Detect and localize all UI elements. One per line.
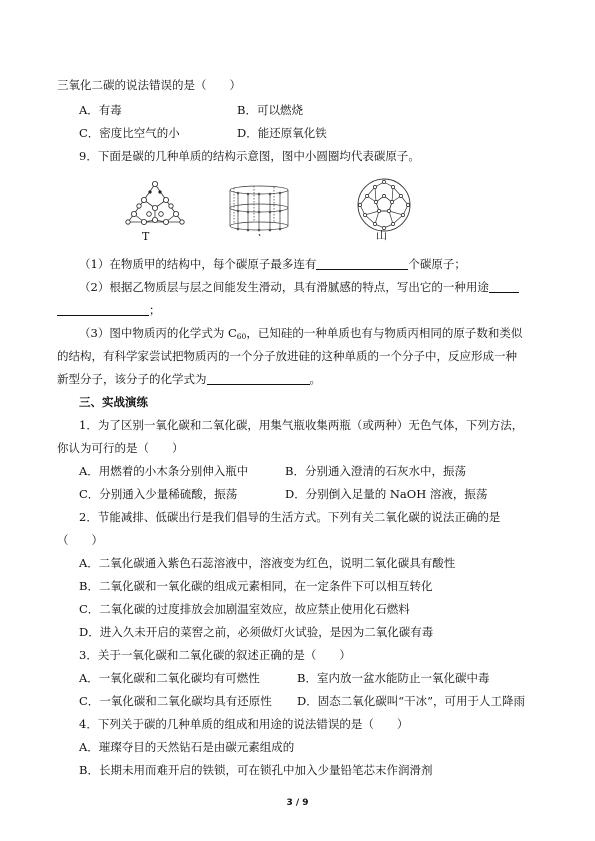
q9-part3 xyxy=(79,326,522,344)
sq3-stem: 3．关于一氧化碳和二氧化碳的叙述正确的是（ ） xyxy=(79,648,351,662)
sq1-option-a: A．用燃着的小木条分别伸入瓶中 xyxy=(79,464,249,478)
question-stem: 三氧化二碳的说法错误的是（ ） xyxy=(57,78,241,92)
page-number: 3 / 9 xyxy=(286,798,309,808)
answer-blank[interactable] xyxy=(489,281,519,293)
q9-part3-a: （3）图中物质丙的化学式为 C xyxy=(79,326,237,340)
sq2-stem: 2．节能减排、低碳出行是我们倡导的生活方式。下列有关二氧化碳的说法正确的是 xyxy=(79,510,501,524)
q9-part1 xyxy=(79,257,466,271)
sq3-option-a: A．一氧化碳和二氧化碳均有可燃性 xyxy=(79,671,260,685)
option-a: A．有毒 xyxy=(79,103,122,117)
graphite-structure-figure xyxy=(226,184,292,236)
sq3-option-c: C．一氧化碳和二氧化碳均具有还原性 xyxy=(79,694,272,708)
option-b: B．可以燃烧 xyxy=(237,103,303,117)
sq4-option-a: A．璀璨夺目的天然钻石是由碳元素组成的 xyxy=(79,740,295,754)
section-title: 三、实战演练 xyxy=(79,395,148,409)
sq3-option-d: D．固态二氧化碳叫“干冰”，可用于人工降雨 xyxy=(297,694,525,708)
sq1-stem-cont: 你认为可行的是（ ） xyxy=(57,441,184,455)
q9-part3-line3 xyxy=(57,372,321,386)
sq2-option-b: B．二氧化碳和一氧化碳的组成元素相同，在一定条件下可以相互转化 xyxy=(79,579,433,593)
q9-stem: 9．下面是碳的几种单质的结构示意图，图中小圆圈均代表碳原子。 xyxy=(79,149,420,163)
q9-part2-cont xyxy=(57,303,161,317)
option-d: D．能还原氧化铁 xyxy=(237,126,327,140)
sq2-stem-cont: （ ） xyxy=(57,533,103,547)
q9-part3-line3-text: 新型分子，该分子的化学式为 xyxy=(57,372,207,386)
sq2-option-d: D．进入久未开启的菜窖之前，必须做灯火试验，是因为二氧化碳有毒 xyxy=(79,625,434,639)
q9-part3-b: ，已知硅的一种单质也有与物质丙相同的原子数和类似 xyxy=(246,326,523,340)
q9-part2-text: （2）根据乙物质层与层之间能发生滑动，具有滑腻感的特点，写出它的一种用途 xyxy=(79,280,489,294)
sq4-option-b: B．长期未用而难开启的铁锁，可在锁孔中加入少量铅笔芯末作润滑剂 xyxy=(79,763,433,777)
label-jia: T xyxy=(142,230,150,243)
c60-subscript: 60 xyxy=(236,332,247,341)
q9-part3-line2: 的结构，有科学家尝试把物质丙的一个分子放进硅的这种单质的一个分子中，反应形成一种 xyxy=(57,349,517,363)
q9-part2 xyxy=(79,280,519,294)
diamond-structure-figure xyxy=(124,178,186,230)
answer-blank[interactable] xyxy=(207,373,310,385)
sq3-option-b: B．室内放一盆水能防止一氧化碳中毒 xyxy=(297,671,490,685)
sq4-stem: 4．下列关于碳的几种单质的组成和用途的说法错误的是（ ） xyxy=(79,717,409,731)
answer-blank[interactable] xyxy=(316,258,408,270)
sq1-option-c: C．分别通入少量稀硫酸，振荡 xyxy=(79,487,238,501)
q9-part1-text: （1）在物质甲的结构中，每个碳原子最多连有 xyxy=(79,257,317,271)
option-c: C．密度比空气的小 xyxy=(79,126,180,140)
sq2-option-a: A．二氧化碳通入紫色石蕊溶液中，溶液变为红色，说明二氧化碳具有酸性 xyxy=(79,556,456,570)
sq1-option-b: B．分别通入澄清的石灰水中，振荡 xyxy=(285,464,466,478)
label-bing: 山 xyxy=(376,229,387,242)
sq1-option-d: D．分别倒入足量的 NaOH 溶液，振荡 xyxy=(285,487,488,501)
q9-part1-end: 个碳原子； xyxy=(408,257,466,271)
q9-part3-end: 。 xyxy=(309,372,321,386)
fullerene-structure-figure xyxy=(353,176,415,234)
sq1-stem: 1．为了区别一氧化碳和二氧化碳，用集气瓶收集两瓶（或两种）无色气体，下列方法， xyxy=(79,418,524,432)
q9-part2-end: ； xyxy=(149,303,161,317)
answer-blank[interactable] xyxy=(57,304,149,316)
sq2-option-c: C．二氧化碳的过度排放会加剧温室效应，故应禁止使用化石燃料 xyxy=(79,602,410,616)
